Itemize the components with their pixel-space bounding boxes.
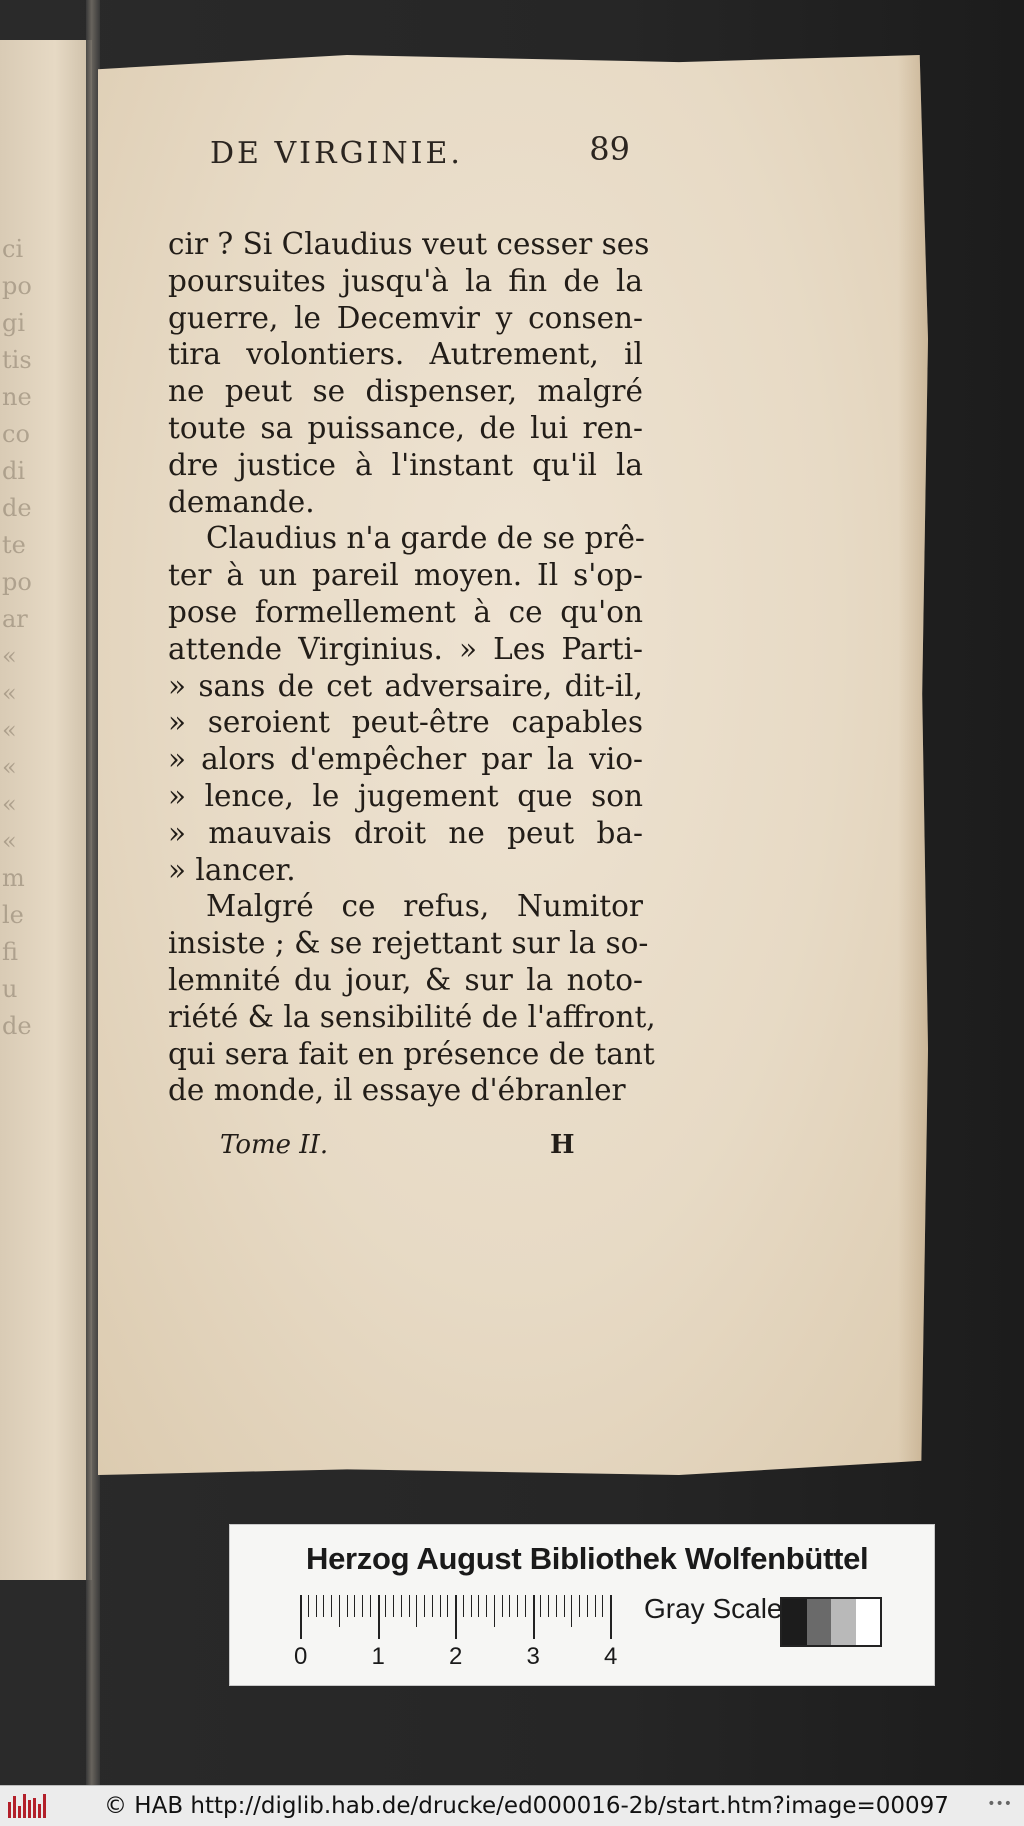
text-line: dre justice à l'instant qu'il la: [168, 447, 643, 482]
bleed-through-glyph: po: [2, 272, 32, 300]
bleed-through-glyph: te: [2, 531, 26, 559]
ruler-tick: [378, 1595, 380, 1639]
text-line: » seroient peut-être capables: [168, 705, 643, 740]
bleed-through-glyph: co: [2, 420, 30, 448]
ruler-tick: [416, 1595, 417, 1627]
text-line: guerre, le Decemvir y consen-: [168, 300, 643, 335]
ruler-tick: [455, 1595, 457, 1639]
ruler-tick: [540, 1595, 541, 1617]
text-line: » mauvais droit ne peut ba-: [168, 815, 643, 850]
gray-swatch: [782, 1599, 807, 1645]
text-line: » lancer.: [168, 852, 296, 887]
ruler-tick: [556, 1595, 557, 1617]
gray-scale-label: Gray Scale: [644, 1593, 783, 1624]
ruler-tick: [401, 1595, 402, 1617]
ruler-tick: [595, 1595, 596, 1617]
text-line: insiste ; & se rejettant sur la so-: [168, 926, 649, 961]
bleed-through-glyph: di: [2, 457, 26, 485]
ruler-tick: [393, 1595, 394, 1617]
ruler-tick: [587, 1595, 588, 1617]
status-bar: [0, 1785, 1024, 1826]
text-line: ter à un pareil moyen. Il s'op-: [168, 558, 643, 593]
ruler-tick: [354, 1595, 355, 1617]
bleed-through-glyph: tis: [2, 346, 32, 374]
volume-label: Tome II.: [220, 1130, 329, 1160]
ruler-tick: [571, 1595, 572, 1627]
ruler-tick: [610, 1595, 612, 1639]
institution-name: Herzog August Bibliothek Wolfenbüttel: [306, 1541, 869, 1576]
ruler-tick: [509, 1595, 510, 1617]
text-line: » alors d'empêcher par la vio-: [168, 742, 643, 777]
ruler-tick: [478, 1595, 479, 1617]
text-line: demande.: [168, 484, 315, 519]
text-line: cir ? Si Claudius veut cesser ses: [168, 227, 650, 261]
ruler-tick: [370, 1595, 371, 1617]
bleed-through-glyph: po: [2, 568, 32, 596]
ruler-tick: [486, 1595, 487, 1617]
bleed-through-glyph: de: [2, 1012, 32, 1040]
ruler-tick: [424, 1595, 425, 1617]
ruler-tick: [602, 1595, 603, 1617]
previous-page-edge: [0, 40, 92, 1580]
text-line: qui sera fait en présence de tant: [168, 1036, 655, 1071]
text-line: Claudius n'a garde de se prê-: [206, 521, 645, 556]
bleed-through-glyph: «: [2, 827, 17, 855]
ruler-tick: [463, 1595, 464, 1617]
ruler-tick: [533, 1595, 535, 1639]
ruler-tick: [339, 1595, 340, 1627]
page-body-text: [168, 226, 656, 1109]
gray-scale-swatches: [780, 1597, 882, 1647]
text-line: de monde, il essaye d'ébranler: [168, 1073, 626, 1108]
ruler-tick: [525, 1595, 526, 1617]
hab-logo-icon: [8, 1794, 48, 1818]
ruler-tick: [564, 1595, 565, 1617]
ruler-tick: [323, 1595, 324, 1617]
ruler-tick: [308, 1595, 309, 1617]
text-line: lemnité du jour, & sur la noto-: [168, 962, 643, 997]
ruler-tick: [494, 1595, 495, 1627]
ruler-number: 4: [604, 1643, 618, 1670]
bleed-through-glyph: «: [2, 642, 17, 670]
bleed-through-glyph: m: [2, 864, 25, 892]
text-line: » lence, le jugement que son: [168, 778, 643, 813]
bleed-through-glyph: «: [2, 753, 17, 781]
text-line: toute sa puissance, de lui ren-: [168, 410, 643, 445]
gray-swatch: [831, 1599, 856, 1645]
page-footer: [220, 1130, 580, 1166]
ruler-tick: [331, 1595, 332, 1617]
source-url-text[interactable]: © HAB http://diglib.hab.de/drucke/ed000016-2b/start.htm?image=00097: [104, 1793, 949, 1819]
ruler-scale: [300, 1595, 610, 1639]
text-line: ne peut se dispenser, malgré: [168, 374, 643, 409]
ruler-tick: [362, 1595, 363, 1617]
page-number: 89: [589, 130, 630, 168]
ruler-tick: [548, 1595, 549, 1617]
bleed-through-glyph: le: [2, 901, 24, 929]
gray-swatch: [807, 1599, 832, 1645]
text-line: » sans de cet adversaire, dit-il,: [168, 668, 643, 703]
bleed-through-glyph: ci: [2, 235, 24, 263]
gray-swatch: [856, 1599, 881, 1645]
book-gutter: [86, 0, 100, 1785]
text-line: attende Virginius. » Les Parti-: [168, 631, 643, 666]
text-line: tira volontiers. Autrement, il: [168, 337, 643, 372]
bleed-through-glyph: gi: [2, 309, 26, 337]
bleed-through-glyph: «: [2, 716, 17, 744]
ruler-tick: [300, 1595, 302, 1639]
ruler-number: 2: [449, 1643, 463, 1670]
ruler-tick: [440, 1595, 441, 1617]
bleed-through-glyph: fi: [2, 938, 19, 966]
running-head-title: DE VIRGINIE.: [210, 136, 463, 171]
bleed-through-glyph: ne: [2, 383, 32, 411]
color-calibration-card: [229, 1524, 935, 1686]
ruler-tick: [316, 1595, 317, 1617]
bleed-through-glyph: «: [2, 679, 17, 707]
signature-mark: H: [550, 1130, 575, 1160]
ruler-tick: [502, 1595, 503, 1617]
text-line: poursuites jusqu'à la fin de la: [168, 263, 643, 298]
ruler-tick: [409, 1595, 410, 1617]
ruler-tick: [347, 1595, 348, 1617]
bleed-through-glyph: u: [2, 975, 18, 1003]
ruler-tick: [447, 1595, 448, 1617]
ruler-tick: [432, 1595, 433, 1617]
bleed-through-glyph: «: [2, 790, 17, 818]
more-options-icon[interactable]: •••: [987, 1796, 1012, 1812]
bleed-through-glyph: ar: [2, 605, 28, 633]
ruler-number: 1: [371, 1643, 385, 1670]
ruler-tick: [385, 1595, 386, 1617]
ruler-tick: [517, 1595, 518, 1617]
text-line: Malgré ce refus, Numitor: [206, 889, 643, 924]
text-line: riété & la sensibilité de l'affront,: [168, 999, 656, 1034]
text-line: pose formellement à ce qu'on: [168, 594, 643, 629]
ruler-tick: [579, 1595, 580, 1617]
ruler-tick: [471, 1595, 472, 1617]
running-head: [150, 130, 630, 170]
ruler-number: 0: [294, 1643, 308, 1670]
bleed-through-glyph: de: [2, 494, 32, 522]
ruler-number: 3: [526, 1643, 540, 1670]
